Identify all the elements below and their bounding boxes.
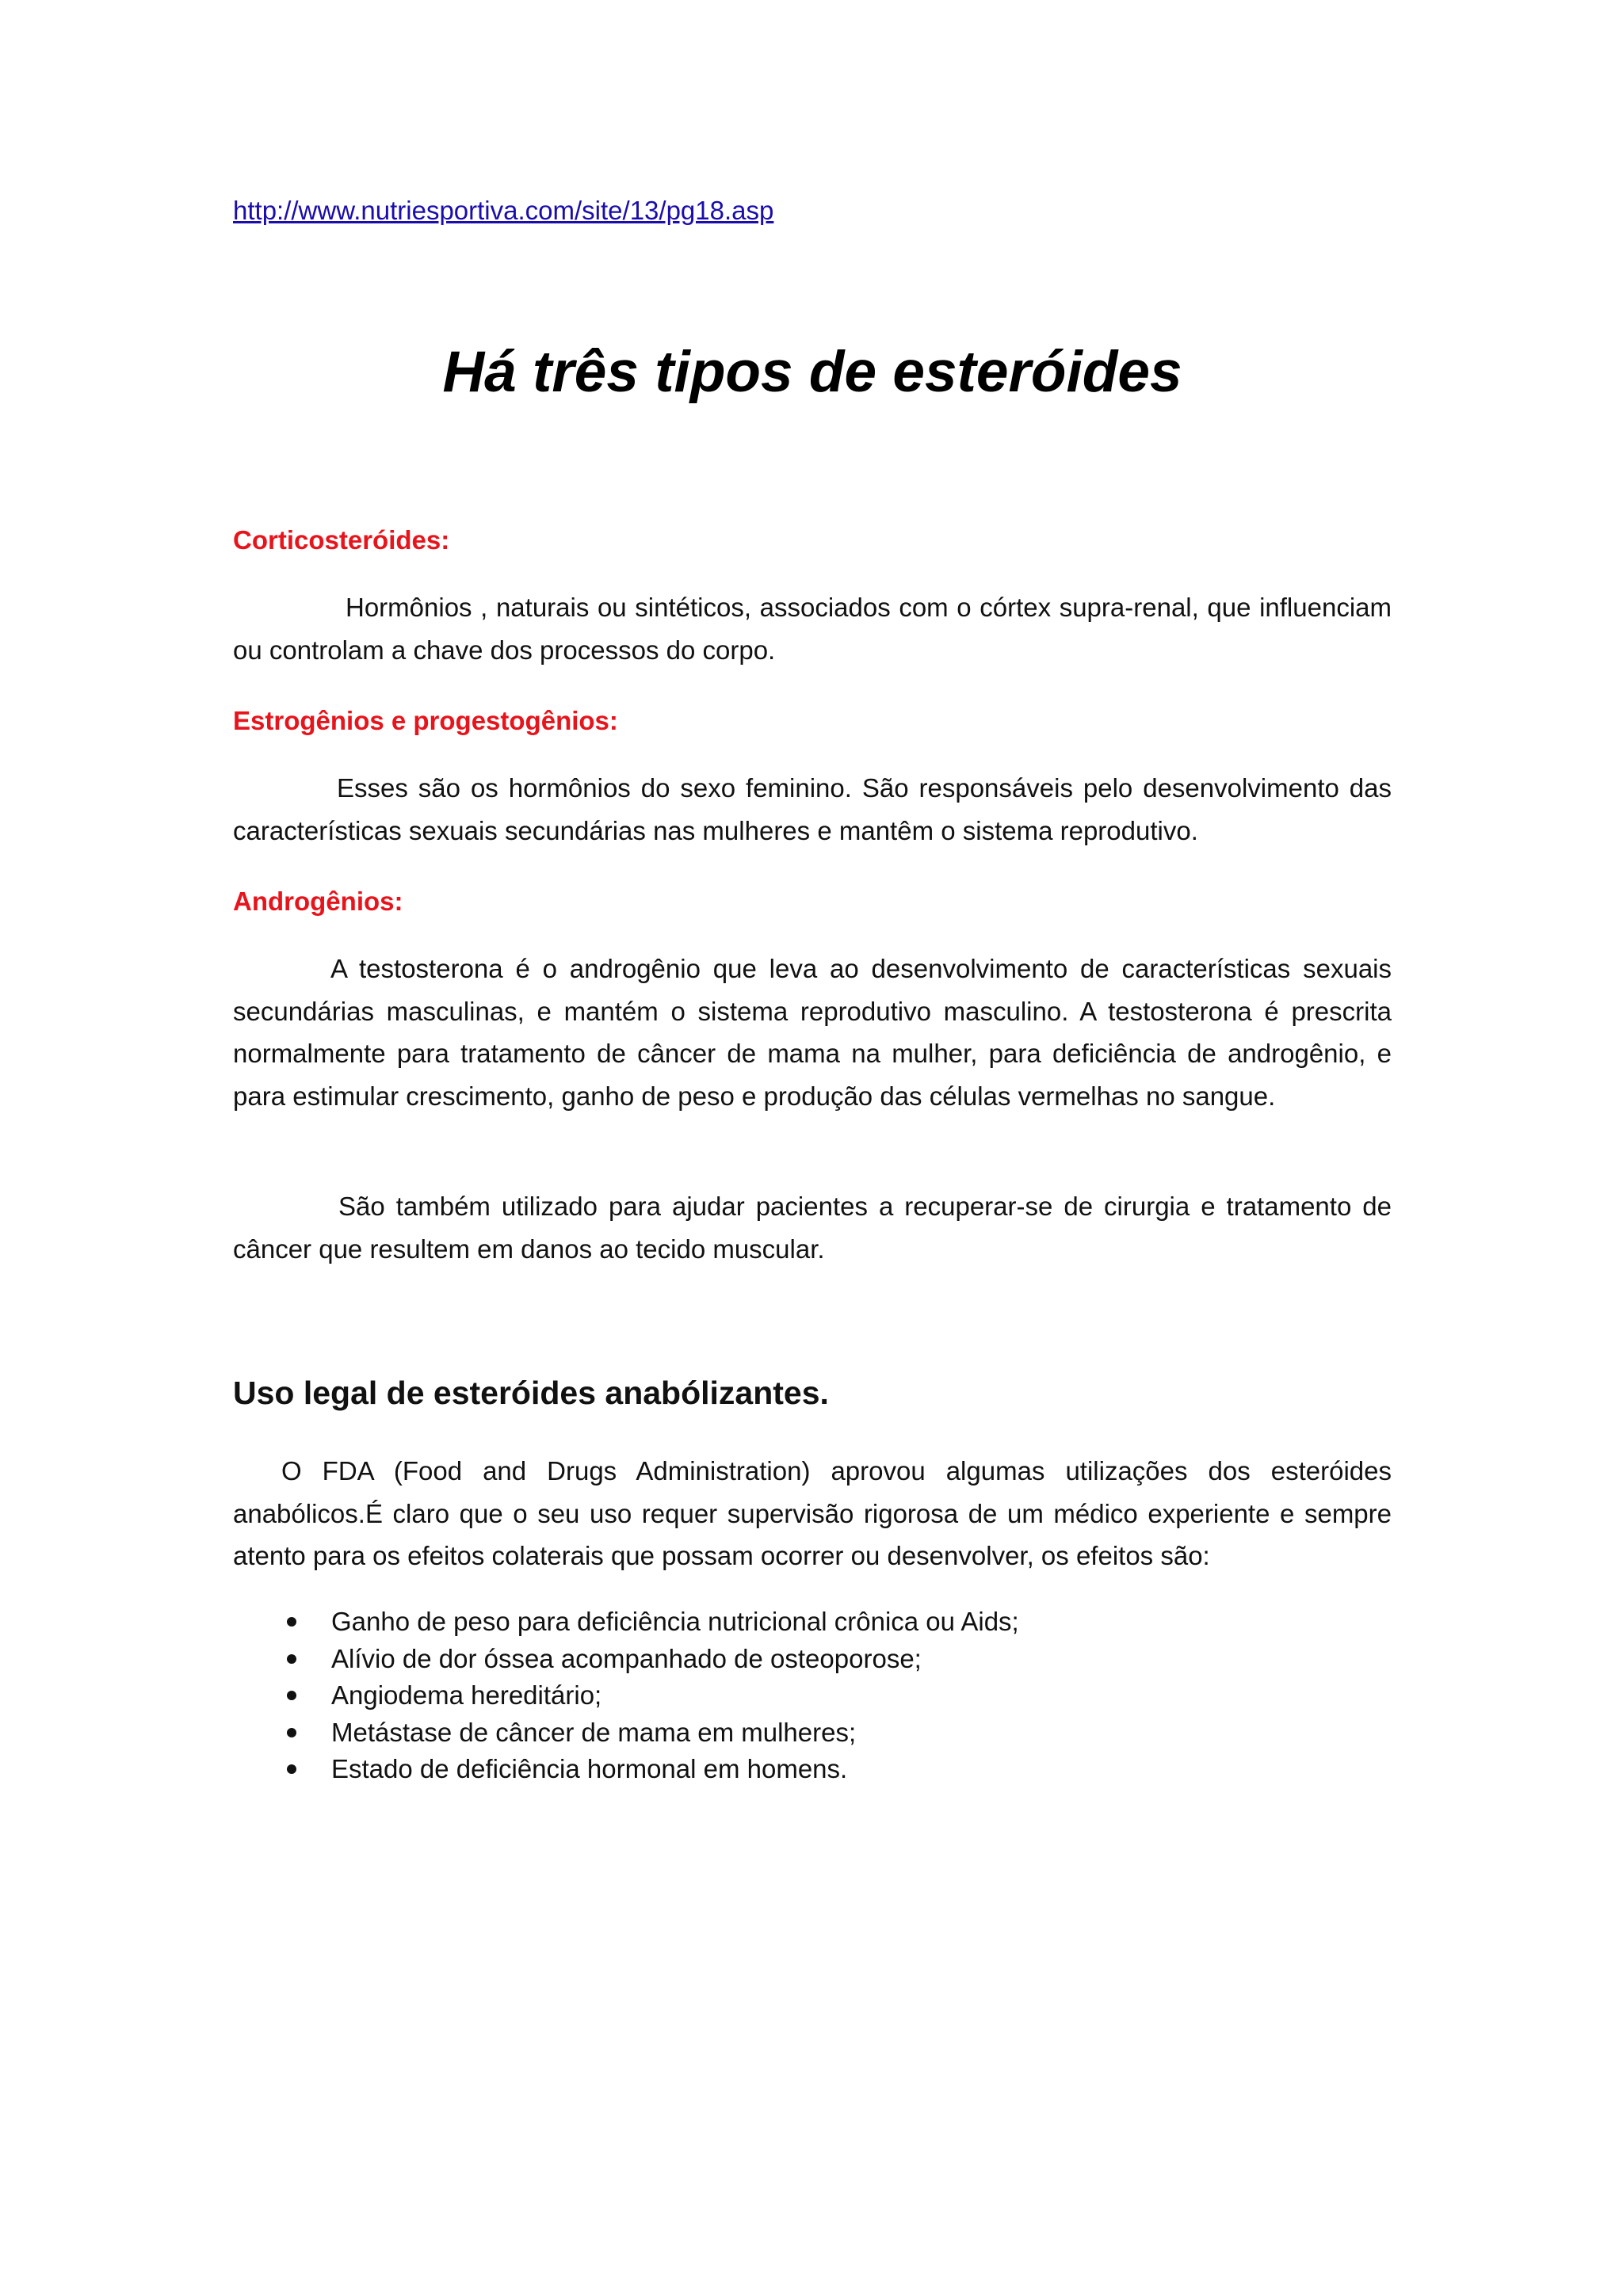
list-item — [233, 1677, 1392, 1714]
bullet-icon — [287, 1617, 296, 1627]
list-item — [233, 1604, 1392, 1641]
bullet-icon — [287, 1728, 296, 1737]
document-title: Há três tipos de esteróides — [442, 340, 1182, 404]
list-item-text: Metástase de câncer de mama em mulheres; — [331, 1717, 857, 1747]
paragraph-androgenios-2: São também utilizado para ajudar pacientes a recuperar-se de cirurgia e tratamento de câncer que resultem em danos ao tecido muscular. — [233, 1192, 1392, 1264]
legal-use-paragraph: O FDA (Food and Drugs Administration) aprovou algumas utilizações dos esteróides anabólicos.É claro que o seu uso requer supervisão rigorosa de um médico experiente e sempre atento para os efeitos colaterais que possam ocorrer ou desenvolver, os efeitos são: — [233, 1456, 1392, 1570]
list-item-text: Estado de deficiência hormonal em homens. — [331, 1754, 848, 1783]
legal-use-heading: Uso legal de esteróides anabólizantes. — [233, 1375, 829, 1411]
section-heading-estrogenios: Estrogênios e progestogênios: — [233, 706, 618, 735]
list-item — [233, 1751, 1392, 1788]
list-item — [233, 1714, 1392, 1752]
section-heading-corticosteroides: Corticosteróides: — [233, 525, 450, 555]
paragraph-corticosteroides: Hormônios , naturais ou sintéticos, associados com o córtex supra-renal, que influenciam ou controlam a chave dos processos do corpo. — [233, 593, 1392, 665]
list-item-text: Ganho de peso para deficiência nutricional crônica ou Aids; — [331, 1607, 1019, 1636]
paragraph-androgenios-1: A testosterona é o androgênio que leva ao desenvolvimento de características sexuais secundárias masculinas, e mantém o sistema reprodutivo masculino. A testosterona é prescrita normalmente para tratamento de câncer de mama na mulher, para deficiência de androgênio, e para estimular crescimento, ganho de peso e produção das células vermelhas no sangue. — [233, 954, 1392, 1111]
list-item — [233, 1641, 1392, 1678]
bullet-icon — [287, 1764, 296, 1774]
paragraph-estrogenios: Esses são os hormônios do sexo feminino. São responsáveis pelo desenvolvimento das características sexuais secundárias nas mulheres e mantêm o sistema reprodutivo. — [233, 773, 1392, 845]
list-item-text: Alívio de dor óssea acompanhado de osteoporose; — [331, 1643, 922, 1673]
source-link[interactable]: http://www.nutriesportiva.com/site/13/pg18.asp — [233, 196, 774, 225]
list-item-text: Angiodema hereditário; — [331, 1680, 602, 1710]
bullet-icon — [287, 1691, 296, 1700]
bullet-icon — [287, 1654, 296, 1664]
section-heading-androgenios: Androgênios: — [233, 887, 403, 916]
effects-list — [233, 1604, 1392, 1788]
